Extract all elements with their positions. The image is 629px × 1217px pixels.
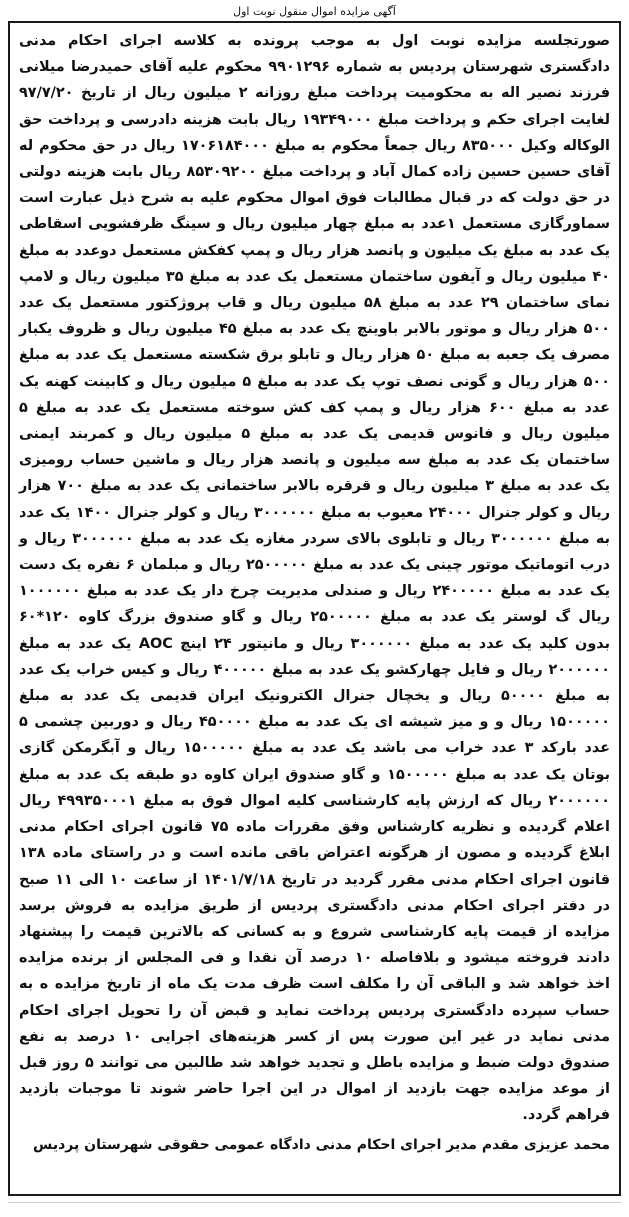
notice-frame bbox=[8, 21, 621, 1196]
notice-title: آگهی مزایده اموال منقول نوبت اول bbox=[233, 5, 396, 18]
notice-signature: محمد عزیزی مقدم مدیر اجرای احکام مدنی دادگاه عمومی حقوقی شهرستان پردیس bbox=[33, 1136, 610, 1153]
notice-body: صورتجلسه مزایده نوبت اول به موجب پرونده به کلاسه اجرای احکام مدنی دادگستری شهرستان پردیس به شماره ۹۹۰۱۲۹۶ محکوم علیه آقای حمیدرضا میلانی فرزند نصیر اله به محکومیت پرداخت مبلغ روزانه ۲ میلیون ریال از تاریخ ۹۷/۷/۲۰ لغایت اجرای حکم و پرداخت مبلغ ۱۹۳۴۹۰۰۰ ریال بابت هزینه دادرسی و پرداخت حق الوکاله وکیل ۸۳۵۰۰۰ ریال جمعاً محکوم به مبلغ ۱۷۰۶۱۸۴۰۰۰ ریال در حق محکوم له آقای حسین حسین زاده کمال آباد و پرداخت مبلغ ۸۵۳۰۹۲۰۰ ریال بابت هزینه دولتی در حق دولت که در قبال مطالبات فوق اموال محکوم علیه به شرح ذیل عبارت است سماورگازی مستعمل ۱عدد به مبلغ چهار میلیون ریال و سینگ ظرفشویی اسقاطی یک عدد به مبلغ یک میلیون و پانصد هزار ریال و پمپ کفکش مستعمل دوعدد به مبلغ ۴۰ میلیون ریال و آیفون ساختمان مستعمل یک عدد به مبلغ ۳۵ میلیون ریال و لامپ نمای ساختمان ۲۹ عدد به مبلغ ۵۸ میلیون ریال و قاب پروژکتور مستعمل یک عدد ۵۰۰ هزار ریال و موتور بالابر باوینچ یک عدد به مبلغ ۴۵ میلیون ریال و ظروف یکبار مصرف یک جعبه به مبلغ ۵۰ هزار ریال و تابلو برق شکسته مستعمل یک عدد به مبلغ ۵۰۰ هزار ریال و گونی نصف توپ یک عدد به مبلغ ۵ میلیون ریال و کابینت کهنه یک عدد به مبلغ ۶۰۰ هزار ریال و پمپ کف کش سوخته مستعمل یک عدد به مبلغ ۵ میلیون ریال و فانوس قدیمی یک عدد به مبلغ ۵ میلیون ریال و کمربند ایمنی ساختمان یک عدد به مبلغ سه میلیون و پانصد هزار ریال و ماشین حساب رومیزی یک عدد به مبلغ ۳ میلیون ریال و قرقره بالابر ساختمانی یک عدد به مبلغ ۷۰۰ هزار ریال و کولر جنرال ۲۴۰۰۰ معیوب به مبلغ ۳۰۰۰۰۰۰ ریال و کولر جنرال ۱۴۰۰ یک عدد به مبلغ ۳۰۰۰۰۰۰ ریال و تابلوی بالای سردر مغازه یک عدد به مبلغ ۳۰۰۰۰۰۰ ریال و درب اتوماتیک موتور چینی یک عدد به مبلغ ۲۵۰۰۰۰۰ ریال و مبلمان ۶ نفره یک دست یک عدد به مبلغ ۲۴۰۰۰۰۰ ریال و صندلی مدیریت چرخ دار یک عدد به مبلغ ۱۰۰۰۰۰۰ ریال گ لوستر یک عدد به مبلغ ۲۵۰۰۰۰۰ ریال و گاو صندوق بزرگ کاوه ۱۲۰*۶۰ بدون کلید یک عدد به مبلغ ۳۰۰۰۰۰۰ ریال و مانیتور ۲۴ اینچ AOC یک عدد به مبلغ ۲۰۰۰۰۰۰ ریال و فایل چهارکشو یک عدد به مبلغ ۴۰۰۰۰۰ ریال و کیس خراب یک عدد به مبلغ ۵۰۰۰۰ ریال و یخچال جنرال الکترونیک ایران قدیمی یک عدد به مبلغ ۱۵۰۰۰۰۰ ریال و و میز شیشه ای یک عدد به مبلغ ۴۵۰۰۰۰ ریال و دوربین چشمی ۵ عدد بارکد ۳ عدد خراب می باشد یک عدد به مبلغ ۱۵۰۰۰۰۰ ریال و آبگرمکن گازی بوتان یک عدد به مبلغ ۱۵۰۰۰۰۰ و گاو صندوق ایران کاوه دو طبقه یک عدد به مبلغ ۲۰۰۰۰۰۰ ریال که ارزش پایه کارشناسی کلیه اموال فوق به مبلغ ۴۹۹۳۵۰۰۰۱ ریال اعلام گردیده و نظریه کارشناس وفق مقررات ماده ۷۵ قانون اجرای احکام مدنی ابلاغ گردیده و مصون از هرگونه اعتراض باقی مانده است و در راستای ماده ۱۳۸ قانون اجرای احکام مدنی مقرر گردید در تاریخ ۱۴۰۱/۷/۱۸ از ساعت ۱۰ الی ۱۱ صبح در دفتر اجرای احکام مدنی دادگستری پردیس از طریق مزایده به فروش برسد مزایده از قیمت پایه کارشناسی شروع و به کسانی که بالاترین قیمت را پیشنهاد دادند فروخته میشود و بلافاصله ۱۰ درصد آن نقدا و فی المجلس از برنده مزایده اخذ خواهد شد و الباقی آن را مکلف است ظرف مدت یک ماه از تاریخ مزایده ه به حساب سپرده دادگستری پردیس پرداخت نماید و قبض آن را تحویل اجرای احکام مدنی نماید در غیر این صورت پس از کسر هزینه‌های اجرایی ۱۰ درصد به نفع صندوق دولت ضبط و مزایده باطل و تجدید خواهد شد طالبین می توانند ۵ روز قبل از موعد مزایده جهت بازدید از اموال در این اجرا حاضر شوند تا موجبات بازدید فراهم گردد. bbox=[19, 33, 611, 1124]
divider bbox=[8, 1202, 621, 1203]
